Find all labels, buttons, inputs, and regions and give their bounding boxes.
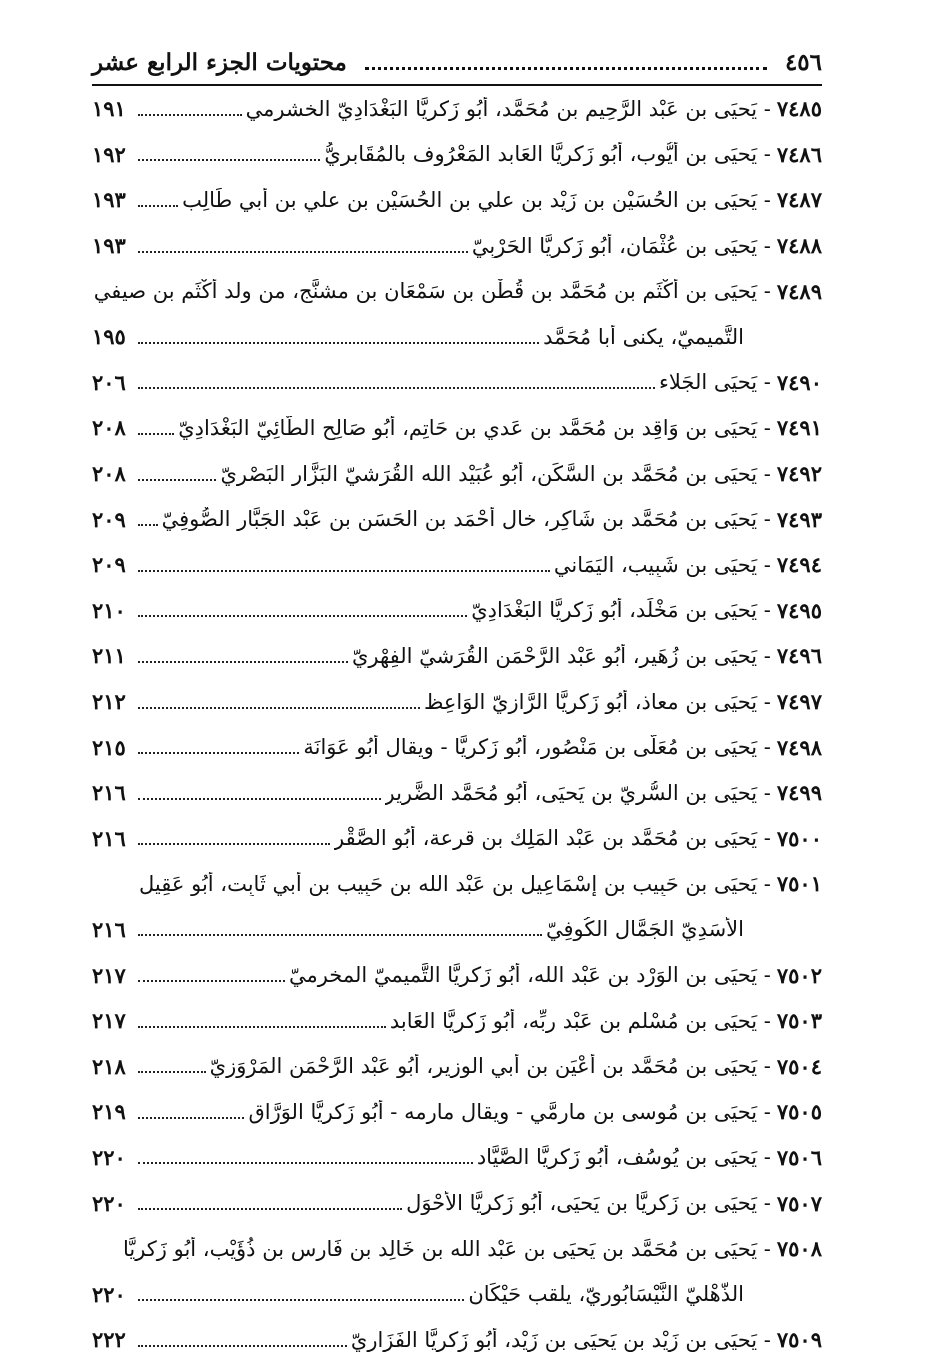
entry-title: - يَحيَى بن مُحَمَّد بن السَّكَن، أَبُو عُبَيْد الله القُرَشيّ البَزَّار البَصْرِيّ [220, 461, 771, 486]
entry-page-number: ٢٠٦ [92, 369, 126, 395]
toc-entry-line [92, 1043, 822, 1089]
toc-entry [92, 998, 822, 1044]
leader-dots [138, 1162, 473, 1164]
entry-title: - يَحيَى بن أَيُّوب، أَبُو زَكريَّا العَابد المَعْرُوف بالمُقَابريُّ [324, 142, 771, 167]
entry-page-number: ٢١٥ [92, 734, 126, 760]
entry-page-number: ١٩٣ [92, 187, 126, 213]
entry-title: - يَحيَى بن مُوسى بن مارمَّي - ويقال مارمه - أَبُو زَكريَّا الوَرَّاق [248, 1099, 771, 1124]
entry-title: - يَحيَى بن الحُسَيْن بن زَيْد بن علي بن الحُسَيْن بن علي بن أبي طَالِب [182, 187, 771, 212]
toc-entry-line [92, 633, 822, 679]
entry-page-number: ٢٢٠ [92, 1144, 126, 1170]
toc-entry-continuation [92, 1271, 822, 1317]
entry-number: ٧٤٩٠ [776, 369, 822, 395]
entry-title: - يَحيَى بن مُسْلم بن عَبْد ربِّه، أَبُو زَكريَّا العَابد [389, 1008, 771, 1033]
leader-dots [138, 342, 539, 344]
entry-page-number: ١٩٥ [92, 324, 126, 350]
entry-title: - يَحيَى بن حَبِيب بن إسْمَاعِيل بن عَبْد الله بن حَبِيب بن أبي ثَابِت، أَبُو عَقِيل [139, 871, 771, 896]
entry-number: ٧٤٩٤ [776, 552, 822, 578]
toc-entry-line [92, 724, 822, 770]
entry-title: - يَحيَى بن مُحَمَّد بن شَاكِر، خال أَحْمَد بن الحَسَن بن عَبْد الجَبَّار الصُّوفِيّ [161, 507, 771, 532]
toc-entry [92, 770, 822, 816]
toc-entry [92, 132, 822, 178]
toc-entry-line [92, 223, 822, 269]
leader-dots [138, 387, 655, 389]
toc-entry-line [92, 1317, 822, 1363]
toc-entry [92, 633, 822, 679]
toc-entry [92, 1135, 822, 1181]
toc-entry-line [92, 770, 822, 816]
entry-number: ٧٤٨٥ [776, 96, 822, 122]
toc-entry-continuation [92, 314, 822, 360]
leader-dots [138, 1345, 347, 1347]
entry-page-number: ٢١٦ [92, 825, 126, 851]
toc-entry [92, 679, 822, 725]
toc-entry [92, 952, 822, 998]
entry-number: ٧٤٨٨ [776, 233, 822, 259]
toc-entry-line [92, 177, 822, 223]
header-leader-dots [365, 67, 767, 70]
leader-dots [138, 251, 468, 253]
entry-title-continuation: التَّميميّ، يكنى أبا مُحَمَّد [543, 324, 744, 349]
entry-title: - يَحيَى بن مُحَمَّد بن أَعْيَن بن أبي الوزير، أَبُو عَبْد الرَّحْمَن المَرْوَزِيّ [209, 1054, 771, 1079]
entry-page-number: ١٩٣ [92, 233, 126, 259]
leader-dots [138, 798, 381, 800]
leader-dots [138, 114, 242, 116]
leader-dots [138, 433, 174, 435]
entry-number: ٧٤٩٥ [776, 597, 822, 623]
toc-entry-line [92, 132, 822, 178]
entry-title: - يَحيَى بن زُهَير، أَبُو عَبْد الرَّحْمَن القُرَشيّ الفِهْرِيّ [351, 643, 771, 668]
toc-entry-continuation [92, 907, 822, 953]
toc-entry [92, 451, 822, 497]
entry-title: - يَحيَى بن الوَرْد بن عَبْد الله، أَبُو زَكريَّا التَّميميّ المخرميّ [288, 963, 771, 988]
entry-title: - يَحيَى بن يُوسُف، أَبُو زَكريَّا الصَّيَّاد [476, 1145, 771, 1170]
entry-number: ٧٥٠٤ [776, 1053, 822, 1079]
entry-number: ٧٤٩٧ [776, 689, 822, 715]
entry-page-number: ٢١٨ [92, 1053, 126, 1079]
entry-number: ٧٤٩٨ [776, 734, 822, 760]
entry-number: ٧٤٨٧ [776, 187, 822, 213]
leader-dots [138, 934, 542, 936]
entry-title: - يَحيَى بن مُعَلَّى بن مَنْصُور، أَبُو زَكريَّا - ويقال أَبُو عَوَانَة [303, 735, 771, 760]
toc-entry [92, 1180, 822, 1226]
toc-entry-line [92, 1226, 822, 1272]
toc-entry [92, 177, 822, 223]
toc-entry-line [92, 952, 822, 998]
leader-dots [138, 479, 216, 481]
entry-number: ٧٤٩٣ [776, 506, 822, 532]
entry-page-number: ٢١٦ [92, 780, 126, 806]
entry-title: - يَحيَى بن مَخْلَد، أَبُو زَكريَّا البَغْدَادِيّ [471, 598, 771, 623]
entry-title: - يَحيَى بن زَيْد بن يَحيَى بن زَيْد، أَبُو زَكريَّا الفَزَارِيّ [350, 1327, 771, 1352]
toc-entry [92, 405, 822, 451]
entry-number: ٧٥٠٥ [776, 1099, 822, 1125]
entry-page-number: ٢٠٩ [92, 506, 126, 532]
leader-dots [138, 1026, 386, 1028]
entry-page-number: ٢٠٨ [92, 461, 126, 487]
entry-title: - يَحيَى بن عُثْمَان، أَبُو زَكريَّا الحَرْبِيّ [471, 233, 771, 258]
toc-entry-line [92, 268, 822, 314]
entry-title: - يَحيَى بن زَكريَّا بن يَحيَى، أَبُو زَكريَّا الأَحْوَل [406, 1191, 771, 1216]
toc-entry [92, 724, 822, 770]
toc-entry-line [92, 679, 822, 725]
leader-dots [138, 1208, 402, 1210]
entry-number: ٧٥٠٧ [776, 1190, 822, 1216]
entry-page-number: ٢٠٨ [92, 415, 126, 441]
entry-page-number: ٢١١ [92, 643, 126, 669]
entry-number: ٧٥٠٣ [776, 1008, 822, 1034]
entry-title: - يَحيَى بن مُحَمَّد بن عَبْد المَلِك بن قرعة، أَبُو الصَّقْر [334, 826, 771, 851]
entry-number: ٧٥٠٢ [776, 962, 822, 988]
toc-entry [92, 816, 822, 862]
entry-number: ٧٤٨٩ [776, 278, 822, 304]
toc-entry [92, 223, 822, 269]
entry-page-number: ١٩١ [92, 96, 126, 122]
entry-title-continuation: الذُّهْليّ النَّيْسَابُورِيّ، يلقب حَيْكَان [468, 1282, 744, 1307]
leader-dots [138, 1299, 464, 1301]
leader-dots [138, 524, 158, 526]
leader-dots [138, 1117, 244, 1119]
leader-dots [138, 980, 285, 982]
entry-number: ٧٤٩٦ [776, 643, 822, 669]
entry-number: ٧٥٠٦ [776, 1144, 822, 1170]
contents-list [92, 86, 822, 1363]
entry-title: - يَحيَى الجَلاء [658, 370, 771, 395]
toc-entry [92, 1226, 822, 1317]
toc-entry [92, 1317, 822, 1363]
entry-page-number: ٢٢٢ [92, 1327, 126, 1353]
leader-dots [138, 843, 330, 845]
entry-page-number: ٢١٧ [92, 1008, 126, 1034]
leader-dots [138, 661, 348, 663]
entry-title: - يَحيَى بن وَاقِد بن مُحَمَّد بن عَدي بن حَاتِم، أَبُو صَالِح الطَّائِيّ البَغْدَادِيّ [178, 415, 771, 440]
leader-dots [138, 752, 299, 754]
toc-entry-line [92, 405, 822, 451]
entry-page-number: ٢١٩ [92, 1099, 126, 1125]
entry-title: - يَحيَى بن أَكْثَم بن مُحَمَّد بن قُطْن بن سَمْعَان بن مشنَّج، من ولد أَكْثَم بن صيفي [93, 279, 771, 304]
entry-title-continuation: الأَسَدِيّ الجَمَّال الكُوفِيّ [545, 917, 744, 942]
toc-entry-line [92, 588, 822, 634]
toc-entry [92, 1089, 822, 1135]
entry-page-number: ٢١٦ [92, 916, 126, 942]
leader-dots [138, 205, 178, 207]
entry-page-number: ٢٢٠ [92, 1281, 126, 1307]
toc-entry-line [92, 542, 822, 588]
leader-dots [138, 707, 420, 709]
entry-number: ٧٥٠١ [776, 871, 822, 897]
leader-dots [138, 615, 467, 617]
toc-entry-line [92, 1089, 822, 1135]
toc-entry-line [92, 816, 822, 862]
entry-title: - يَحيَى بن عَبْد الرَّحِيم بن مُحَمَّد، أَبُو زَكريَّا البَغْدَادِيّ الخشرمي [245, 96, 771, 121]
toc-entry [92, 1043, 822, 1089]
toc-entry [92, 360, 822, 406]
page-header [92, 40, 822, 86]
toc-entry [92, 542, 822, 588]
entry-title: - يَحيَى بن السُّرِيّ بن يَحيَى، أَبُو مُحَمَّد الضَّرِير [384, 780, 771, 805]
entry-number: ٧٤٩٢ [776, 461, 822, 487]
toc-entry-line [92, 86, 822, 132]
leader-dots [138, 1071, 206, 1073]
toc-entry-line [92, 1180, 822, 1226]
entry-page-number: ٢١٠ [92, 597, 126, 623]
entry-number: ٧٥٠٩ [776, 1327, 822, 1353]
entry-page-number: ٢٢٠ [92, 1190, 126, 1216]
entry-page-number: ٢٠٩ [92, 552, 126, 578]
entry-number: ٧٥٠٠ [776, 825, 822, 851]
entry-page-number: ١٩٢ [92, 141, 126, 167]
toc-entry [92, 861, 822, 952]
toc-entry [92, 496, 822, 542]
entry-number: ٧٤٩١ [776, 415, 822, 441]
toc-entry-line [92, 496, 822, 542]
toc-entry [92, 268, 822, 359]
toc-entry [92, 86, 822, 132]
toc-entry-line [92, 861, 822, 907]
entry-title: - يَحيَى بن معاذ، أَبُو زَكريَّا الرَّازِيّ الوَاعِظ [423, 689, 771, 714]
page-number: ٤٥٦ [784, 48, 822, 76]
toc-entry-line [92, 451, 822, 497]
entry-page-number: ٢١٢ [92, 689, 126, 715]
leader-dots [138, 159, 320, 161]
toc-entry-line [92, 998, 822, 1044]
leader-dots [138, 570, 550, 572]
entry-title: - يَحيَى بن مُحَمَّد بن يَحيَى بن عَبْد الله بن خَالِد بن فَارِس بن ذُؤَيْب، أَبُو زَكريَّا [122, 1236, 771, 1261]
page-title: محتويات الجزء الرابع عشر [92, 48, 347, 76]
toc-entry [92, 588, 822, 634]
entry-title: - يَحيَى بن شَبِيب، اليَمَاني [553, 552, 771, 577]
entry-number: ٧٤٨٦ [776, 141, 822, 167]
entry-number: ٧٥٠٨ [776, 1236, 822, 1262]
entry-page-number: ٢١٧ [92, 962, 126, 988]
toc-entry-line [92, 1135, 822, 1181]
entry-number: ٧٤٩٩ [776, 780, 822, 806]
toc-entry-line [92, 360, 822, 406]
